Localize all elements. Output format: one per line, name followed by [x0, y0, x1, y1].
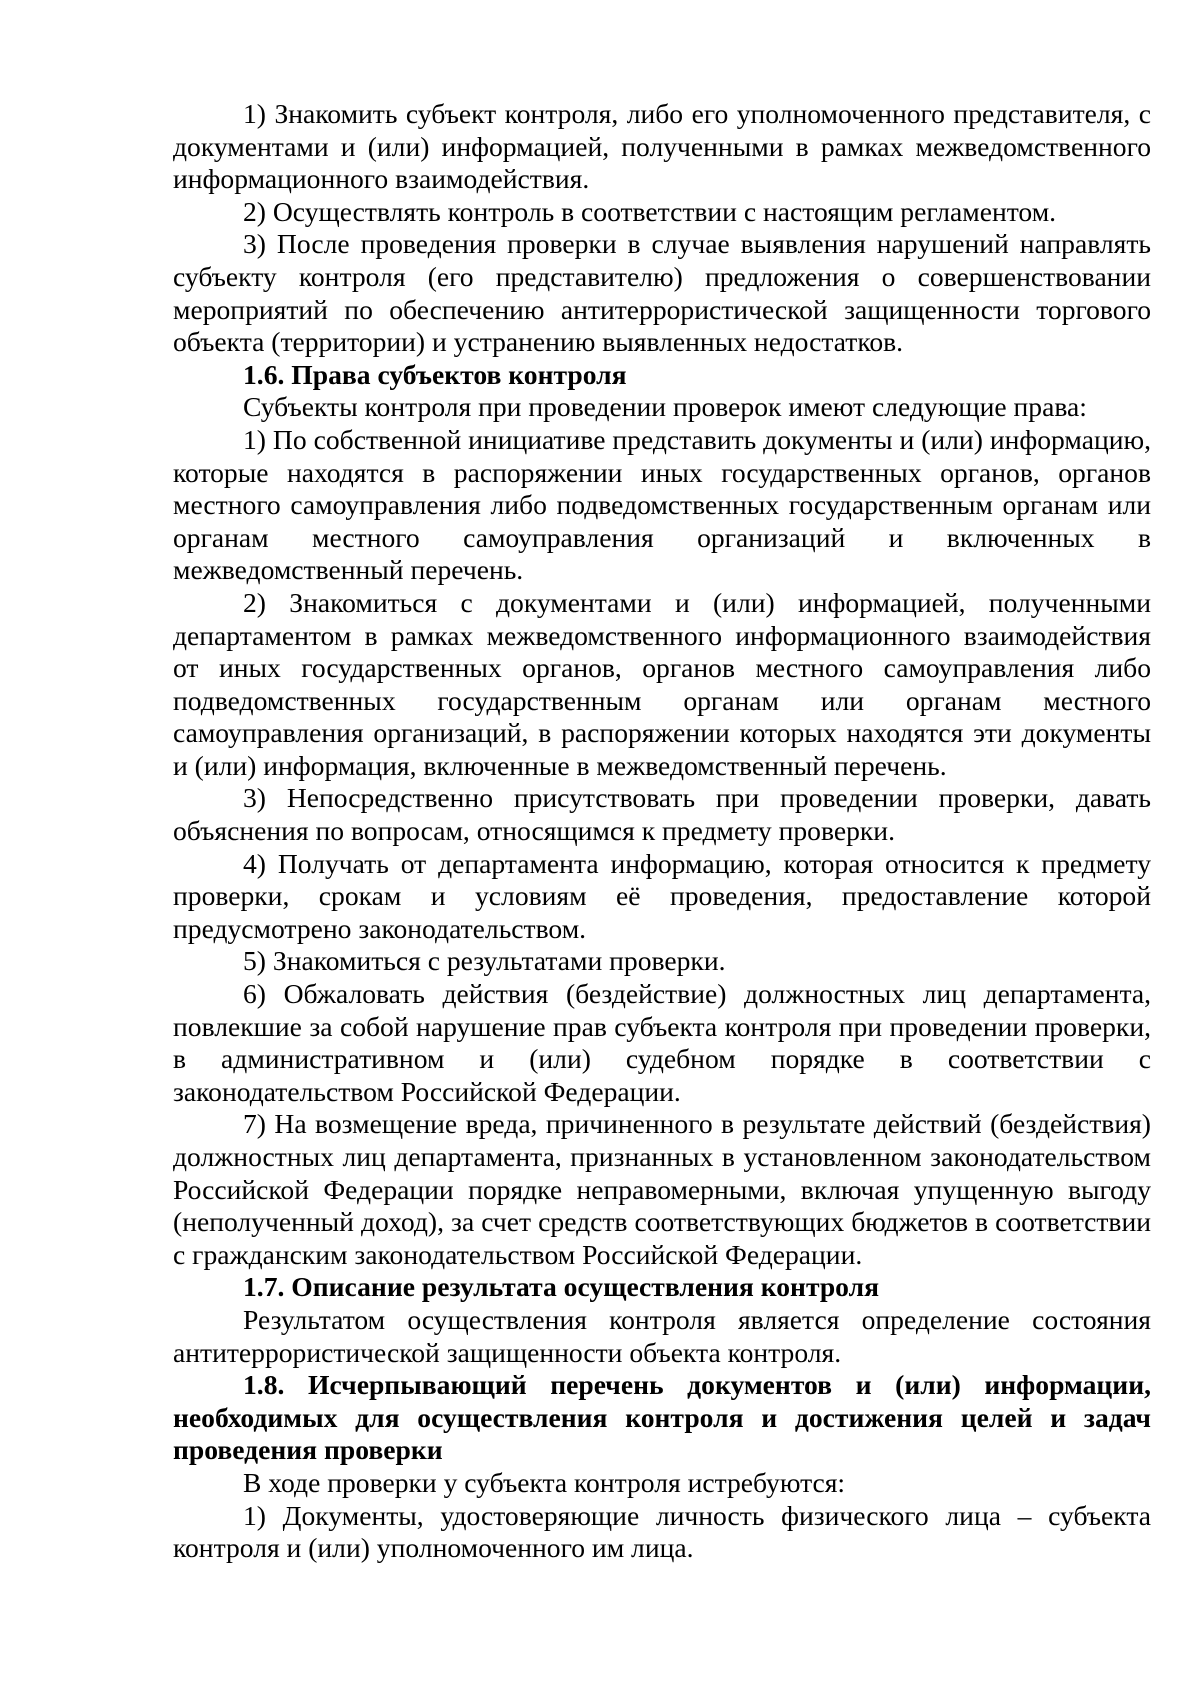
paragraph: 1) По собственной инициативе представить документы и (или) информацию, которые находятся в распоряжении иных государственных органов, органов местного самоуправления либо подведомственных государственным органам или органам местного самоуправления организаций и включенных в межведомственный перечень.: [173, 423, 1151, 586]
paragraph: 4) Получать от департамента информацию, которая относится к предмету проверки, срокам и условиям её проведения, предоставление которой предусмотрено законодательством.: [173, 847, 1151, 944]
paragraph: 6) Обжаловать действия (бездействие) должностных лиц департамента, повлекшие за собой нарушение прав субъекта контроля при проведении проверки, в административном и (или) судебном порядке в соответствии с законодательством Российской Федерации.: [173, 978, 1151, 1107]
paragraph: 1) Знакомить субъект контроля, либо его уполномоченного представителя, с документами и (или) информацией, полученными в рамках межведомственного информационного взаимодействия.: [173, 98, 1151, 195]
paragraph: В ходе проверки у субъекта контроля истребуются:: [243, 1466, 846, 1498]
paragraph: Результатом осуществления контроля является определение состояния антитеррористической защищенности объекта контроля.: [173, 1303, 1151, 1368]
paragraph: 2) Осуществлять контроль в соответствии с настоящим регламентом.: [243, 195, 1057, 227]
paragraph: Субъекты контроля при проведении проверок имеют следующие права:: [243, 391, 1087, 423]
paragraph: 1) Документы, удостоверяющие личность физического лица – субъекта контроля и (или) уполномоченного им лица.: [173, 1499, 1151, 1564]
section-heading: 1.8. Исчерпывающий перечень документов и (или) информации, необходимых для осуществления контроля и достижения целей и задач проведения проверки: [173, 1369, 1151, 1466]
paragraph: 7) На возмещение вреда, причиненного в результате действий (бездействия) должностных лиц департамента, признанных в установленном законодательством Российской Федерации порядке неправомерными, включая упущенную выгоду (неполученный доход), за счет средств соответствующих бюджетов в соответствии с гражданским законодательством Российской Федерации.: [173, 1108, 1151, 1270]
paragraph: 5) Знакомиться с результатами проверки.: [243, 945, 726, 977]
section-heading: 1.7. Описание результата осуществления контроля: [243, 1271, 880, 1303]
section-heading: 1.6. Права субъектов контроля: [243, 358, 627, 390]
paragraph: 2) Знакомиться с документами и (или) информацией, полученными департаментом в рамках межведомственного информационного взаимодействия от иных государственных органов, органов местного самоуправления либо подведомственных государственным органам или органам местного самоуправления организаций, в распоряжении которых находятся эти документы и (или) информация, включенные в межведомственный перечень.: [173, 586, 1151, 781]
document-page: [173, 98, 1151, 1565]
paragraph: 3) Непосредственно присутствовать при проведении проверки, давать объяснения по вопросам, относящимся к предмету проверки.: [173, 782, 1151, 847]
paragraph: 3) После проведения проверки в случае выявления нарушений направлять субъекту контроля (его представителю) предложения о совершенствовании мероприятий по обеспечению антитеррористической защищенности торгового объекта (территории) и устранению выявленных недостатков.: [173, 228, 1151, 358]
